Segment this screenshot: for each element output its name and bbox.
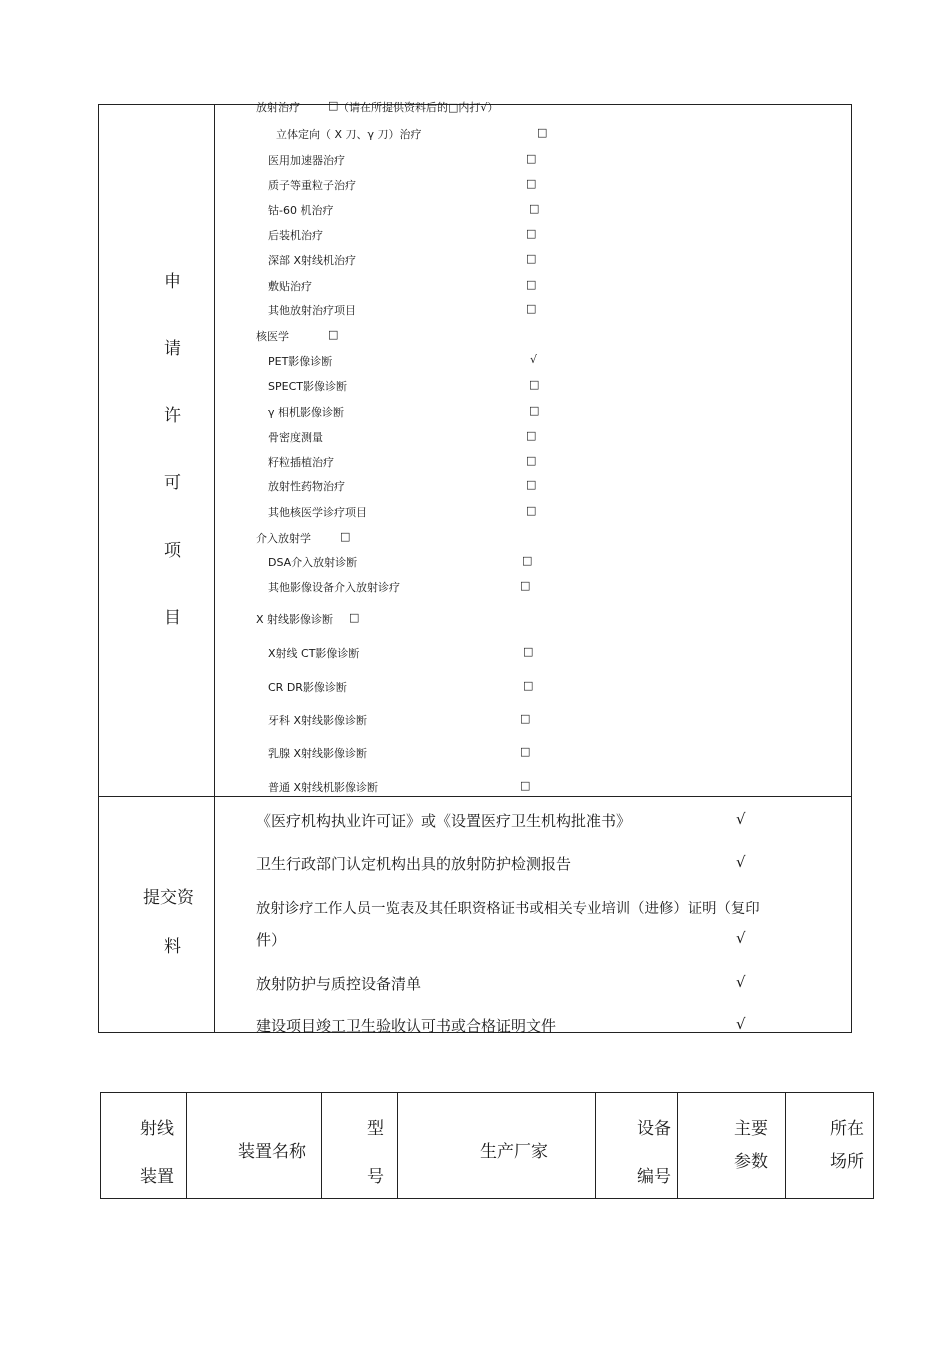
list-item-label: 籽粒插植治疗: [268, 456, 334, 469]
device-table-divider: [595, 1092, 596, 1199]
interventional-checkbox[interactable]: □: [340, 530, 351, 543]
list-item-checkbox[interactable]: □: [526, 478, 537, 491]
list-item-checkbox[interactable]: □: [526, 504, 537, 517]
submit-item-checkmark[interactable]: √: [736, 929, 746, 947]
list-item-checkbox[interactable]: □: [529, 404, 540, 417]
xray-checkbox[interactable]: □: [349, 611, 360, 624]
apply-label-char: 请: [164, 339, 181, 359]
list-item-checkbox[interactable]: □: [526, 454, 537, 467]
header-manufacturer: 生产厂家: [480, 1142, 548, 1162]
header-device-number: 编号: [637, 1167, 671, 1187]
submit-item-checkmark[interactable]: √: [736, 1015, 746, 1033]
application-table: [98, 104, 852, 1033]
list-item-label: 乳腺 X射线影像诊断: [268, 747, 368, 760]
list-item-checkbox[interactable]: □: [523, 645, 534, 658]
nuclear-title: 核医学: [256, 330, 289, 343]
apply-label-char: 项: [164, 541, 181, 561]
nuclear-checkbox[interactable]: □: [328, 328, 339, 341]
submit-item-continuation: 件）: [256, 931, 287, 949]
list-item-label: 后装机治疗: [268, 229, 323, 242]
header-model: 号: [367, 1167, 384, 1187]
submit-item-text: 《医疗机构执业许可证》或《设置医疗卫生机构批准书》: [256, 812, 632, 830]
list-item-label: 普通 X射线机影像诊断: [268, 781, 379, 794]
list-item-label: 医用加速器治疗: [268, 154, 345, 167]
header-device-name: 装置名称: [238, 1142, 306, 1162]
list-item-label: CR DR影像诊断: [268, 681, 347, 694]
list-item-checkbox[interactable]: □: [526, 429, 537, 442]
submit-item-text: 建设项目竣工卫生验收认可书或合格证明文件: [256, 1017, 557, 1035]
header-ray-device: 射线: [140, 1119, 174, 1139]
submit-item-checkmark[interactable]: √: [736, 973, 746, 991]
submit-item-text: 放射防护与质控设备清单: [256, 975, 422, 993]
list-item-label: SPECT影像诊断: [268, 380, 347, 393]
list-item-checkbox[interactable]: □: [529, 202, 540, 215]
list-item-checkbox[interactable]: □: [526, 252, 537, 265]
list-item-label: 其他核医学诊疗项目: [268, 506, 367, 519]
apply-label-char: 目: [164, 608, 181, 628]
list-item-label: 其他放射治疗项目: [268, 304, 356, 317]
header-main-params: 参数: [734, 1152, 768, 1172]
header-location: 场所: [830, 1152, 864, 1172]
list-item-checkbox[interactable]: □: [526, 177, 537, 190]
device-table-divider: [186, 1092, 187, 1199]
device-table-divider: [321, 1092, 322, 1199]
list-item-checkbox[interactable]: □: [526, 227, 537, 240]
list-item-label: 立体定向（ X 刀、γ 刀）治疗: [276, 128, 422, 141]
list-item-checkbox[interactable]: □: [526, 302, 537, 315]
list-item-label: γ 相机影像诊断: [268, 406, 345, 419]
radiotherapy-note: （请在所提供资料后的□内打√）: [338, 101, 499, 114]
apply-label-char: 申: [164, 272, 181, 292]
list-item-label: 深部 X射线机治疗: [268, 254, 357, 267]
list-item-label: DSA介入放射诊断: [268, 556, 358, 569]
interventional-title: 介入放射学: [256, 532, 311, 545]
list-item-checkbox[interactable]: □: [520, 712, 531, 725]
list-item-checkbox[interactable]: □: [526, 278, 537, 291]
list-item-label: 骨密度测量: [268, 431, 323, 444]
table-divider-vertical: [214, 104, 215, 1033]
submit-item-checkmark[interactable]: √: [736, 853, 746, 871]
header-main-params: 主要: [734, 1119, 768, 1139]
submit-item-text: 放射诊疗工作人员一览表及其任职资格证书或相关专业培训（进修）证明（复印: [256, 901, 760, 917]
device-table-divider: [677, 1092, 678, 1199]
list-item-label: PET影像诊断: [268, 355, 333, 368]
list-item-label: 其他影像设备介入放射诊疗: [268, 581, 400, 594]
apply-label-char: 可: [164, 473, 181, 493]
list-item-checkbox[interactable]: □: [520, 745, 531, 758]
submit-label-line: 料: [164, 937, 181, 957]
list-item-checkbox[interactable]: □: [520, 779, 531, 792]
header-model: 型: [367, 1119, 384, 1139]
list-item-label: 放射性药物治疗: [268, 480, 345, 493]
device-table-divider: [785, 1092, 786, 1199]
list-item-label: 质子等重粒子治疗: [268, 179, 356, 192]
radiotherapy-title: 放射治疗: [256, 101, 300, 114]
submit-label-line: 提交资: [143, 888, 194, 908]
list-item-checkbox[interactable]: □: [526, 152, 537, 165]
list-item-label: 牙科 X射线影像诊断: [268, 714, 368, 727]
header-device-number: 设备: [637, 1119, 671, 1139]
table-divider-horizontal: [98, 796, 852, 797]
submit-item-checkmark[interactable]: √: [736, 810, 746, 828]
list-item-checkbox[interactable]: □: [522, 554, 533, 567]
list-item-checkbox[interactable]: □: [523, 679, 534, 692]
submit-item-text: 卫生行政部门认定机构出具的放射防护检测报告: [256, 855, 572, 873]
device-table-divider: [397, 1092, 398, 1199]
header-location: 所在: [830, 1119, 864, 1139]
list-item-checkbox[interactable]: □: [537, 126, 548, 139]
list-item-checkbox[interactable]: □: [529, 378, 540, 391]
list-item-checkbox[interactable]: □: [520, 579, 531, 592]
list-item-label: 钴-60 机治疗: [268, 204, 334, 217]
radiotherapy-checkbox[interactable]: □: [328, 99, 339, 112]
list-item-label: X射线 CT影像诊断: [268, 647, 360, 660]
list-item-checkmark[interactable]: √: [530, 353, 538, 366]
apply-label-char: 许: [164, 406, 181, 426]
header-ray-device: 装置: [140, 1167, 174, 1187]
xray-title: X 射线影像诊断: [256, 613, 334, 626]
list-item-label: 敷贴治疗: [268, 280, 312, 293]
